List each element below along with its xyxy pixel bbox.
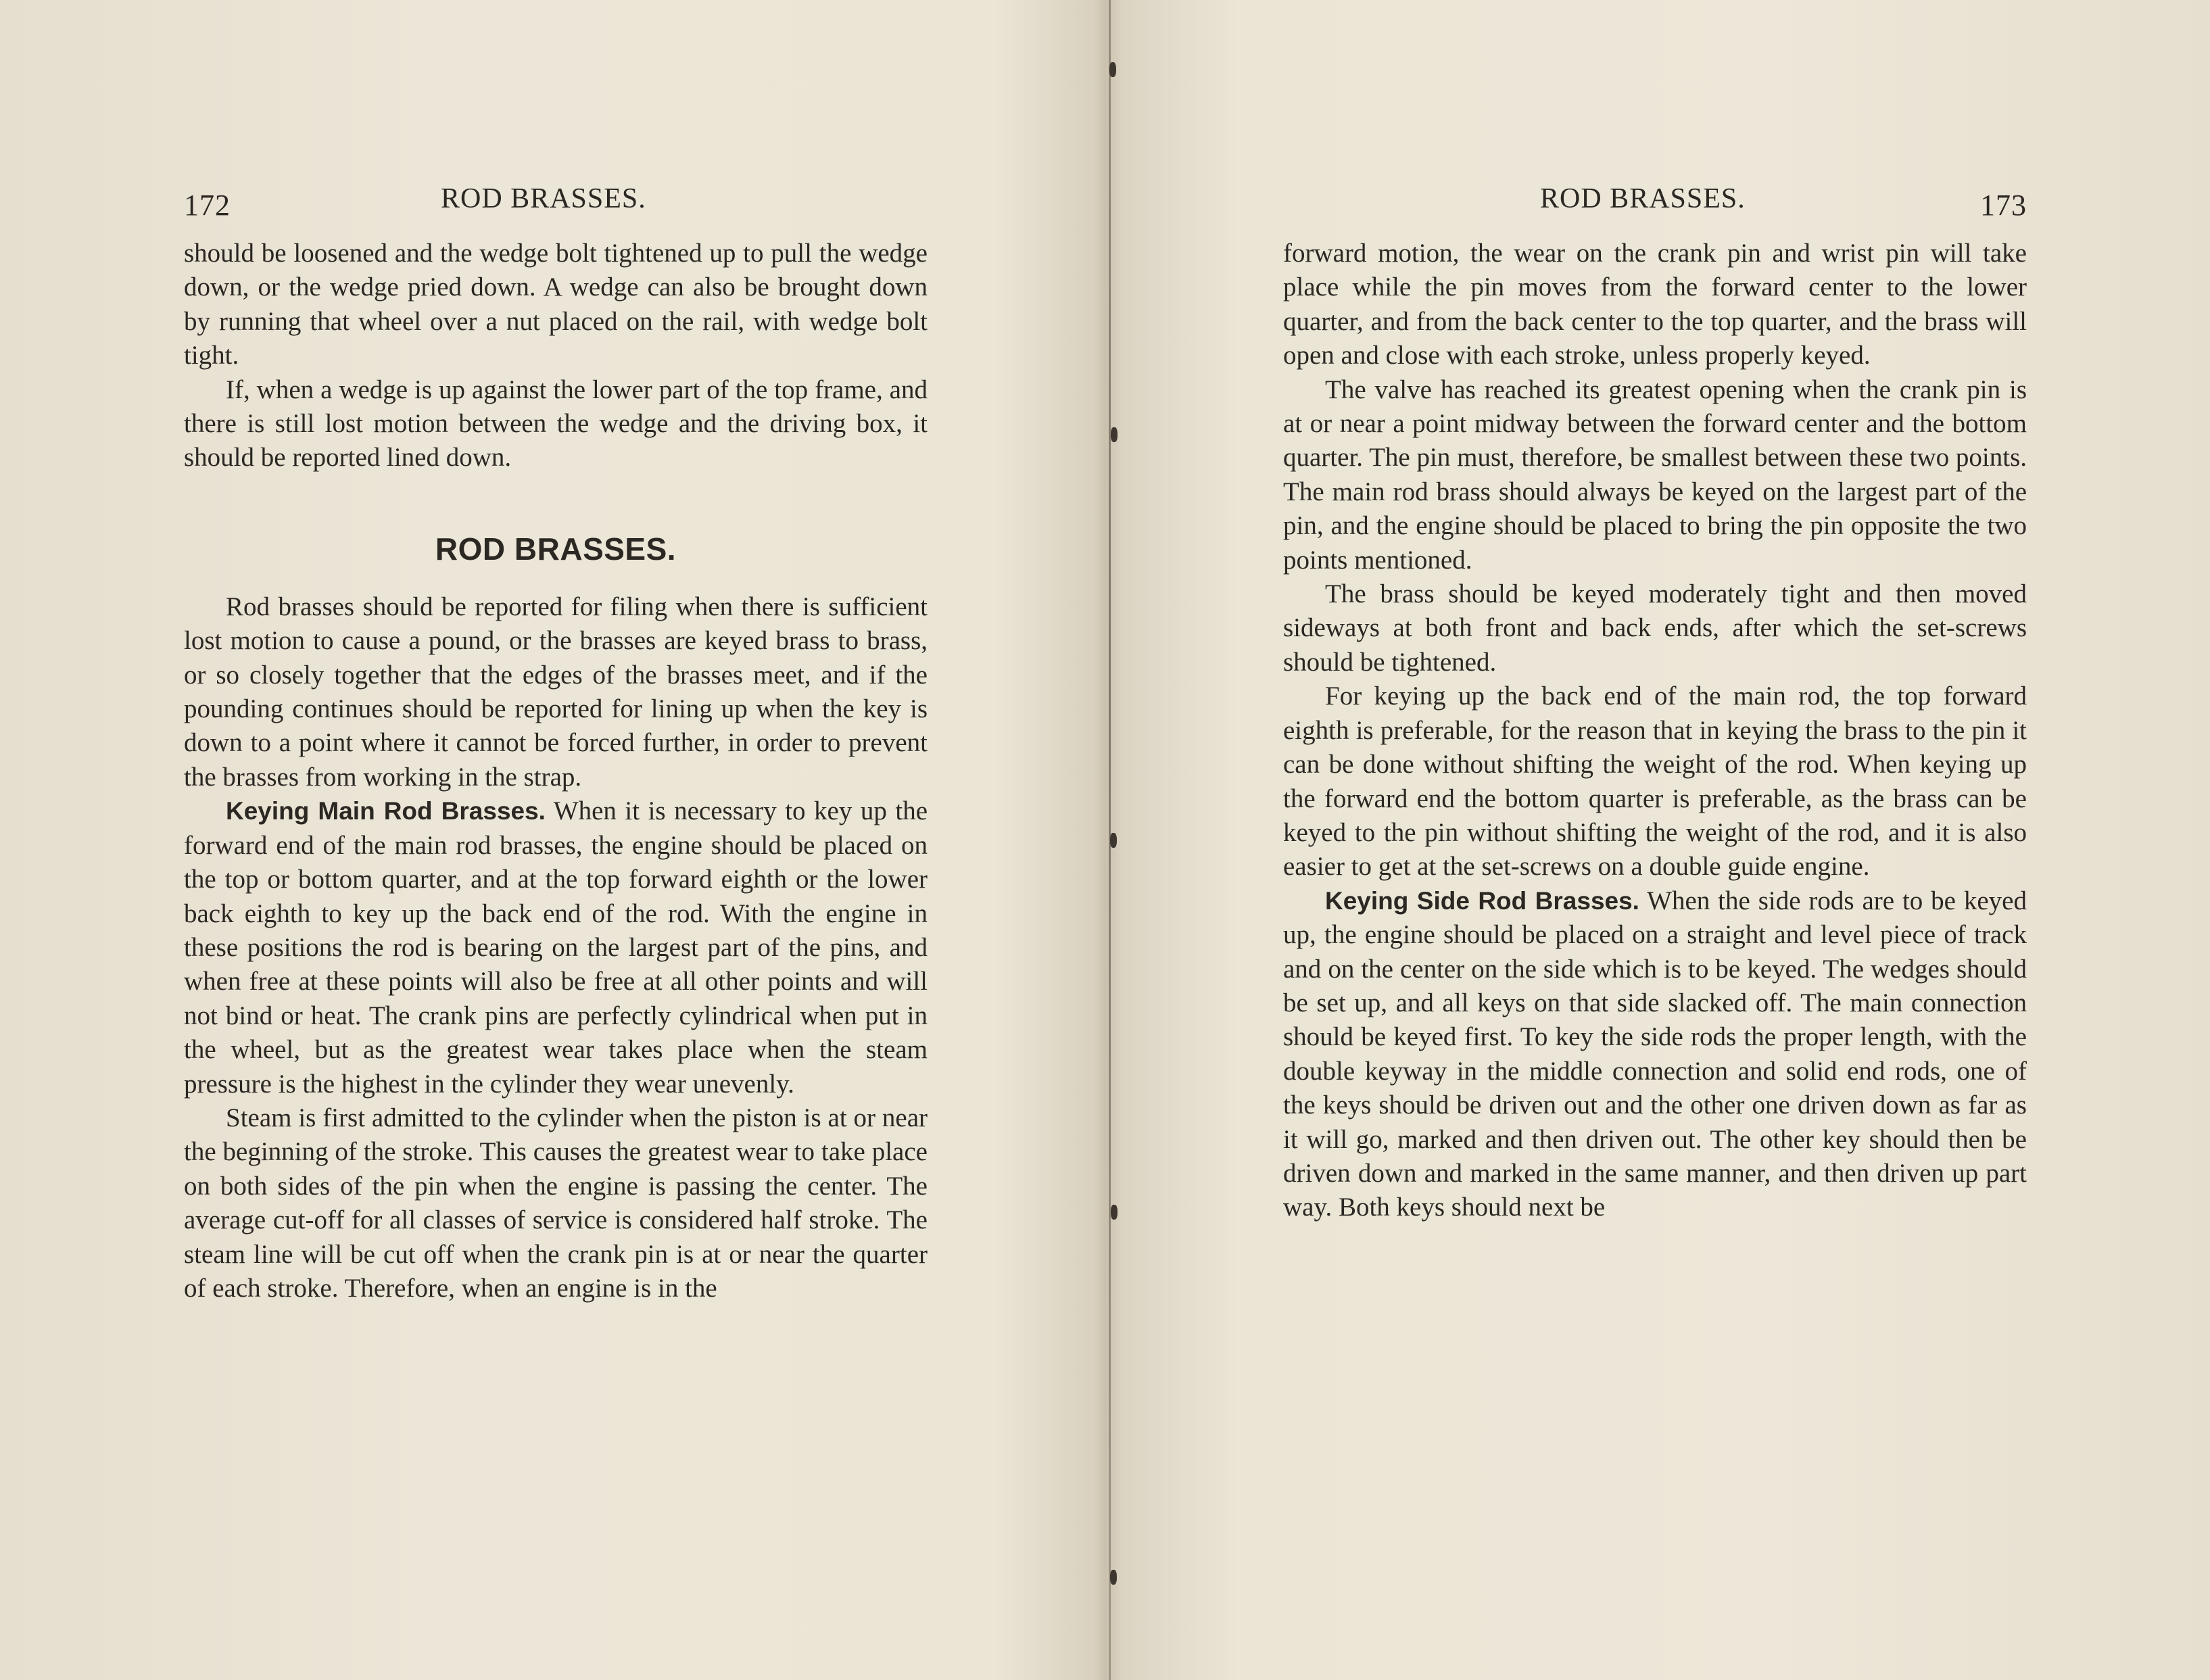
binding-stitch	[1111, 427, 1118, 442]
binding-stitch	[1109, 62, 1116, 77]
run-in-heading: Keying Main Rod Brasses.	[226, 797, 546, 825]
running-head-title: ROD BRASSES.	[441, 183, 646, 214]
section-heading: ROD BRASSES.	[435, 531, 677, 567]
binding-stitch	[1111, 1205, 1118, 1220]
page-number: 172	[184, 189, 231, 222]
paragraph	[184, 794, 928, 1101]
paragraph: The brass should be keyed moderately tight and then moved sideways at both front and back ends, after which the set-screws should be tightened.	[1283, 579, 2027, 677]
body-text	[184, 237, 928, 1305]
paragraph: forward motion, the wear on the crank pin and wrist pin will take place while the pin moves from the forward center to the lower quarter, and from the back center to the top quarter, and the brass will open and close with each stroke, unless properly keyed.	[1283, 239, 2027, 370]
body-text	[1283, 237, 2027, 1225]
paragraph: If, when a wedge is up against the lower part of the top frame, and there is still lost motion between the wedge and the driving box, it should be reported lined down.	[184, 375, 928, 473]
paragraph-text: When it is necessary to key up the forward end of the main rod brasses, the engine should be placed on the top or bottom quarter, and at the top forward eighth or the lower back eighth to key up the back end of the rod. With the engine in these positions the rod is bearing on the largest part of the pins, and when free at these points will also be free at all other points and will not bind or heat. The crank pins are perfectly cylindrical when put in the wheel, but as the greatest wear takes place when the steam pressure is the highest in the cylinder they wear unevenly.	[184, 796, 928, 1099]
binding-stitch	[1110, 833, 1117, 848]
right-page	[1283, 0, 2027, 1225]
paragraph: Steam is first admitted to the cylinder when the piston is at or near the beginning of the stroke. This causes the greatest wear to take place on both sides of the pin when the engine is passing the center. The average cut-off for all classes of service is considered half stroke. The steam line will be cut off when the crank pin is at or near the quarter of each stroke. Therefore, when an engine is in the	[184, 1103, 928, 1303]
paragraph: For keying up the back end of the main rod, the top forward eighth is preferable, for the reason that in keying the brass to the pin it can be done without shifting the weight of the rod. When keying up the forward end the bottom quarter is preferable, as the brass can be keyed to the pin without shifting the weight of the rod, and it is also easier to get at the set-screws on a double guide engine.	[1283, 681, 2027, 882]
paragraph-text: When the side rods are to be keyed up, the engine should be placed on a straight and level piece of track and on the center on the side which is to be keyed. The wedges should be set up, and all keys on that side slacked off. The main connection should be keyed first. To key the side rods the proper length, with the double keyway in the middle connection and solid end rods, one of the keys should be driven out and the other one driven down as far as it will go, marked and then driven out. The other key should then be driven down and marked in the same manner, and then driven up part way. Both keys should next be	[1283, 886, 2027, 1222]
paragraph: Rod brasses should be reported for filing when there is sufficient lost motion to cause a pound, or the brasses are keyed brass to brass, or so closely together that the edges of the brasses meet, and if the pounding continues should be reported for lining up when the key is down to a point where it cannot be forced further, in order to prevent the brasses from working in the strap.	[184, 592, 928, 792]
running-head	[1283, 183, 2027, 237]
run-in-heading: Keying Side Rod Brasses.	[1325, 886, 1639, 915]
left-page	[184, 0, 928, 1305]
running-head-title: ROD BRASSES.	[1540, 183, 1746, 214]
paragraph: The valve has reached its greatest opening when the crank pin is at or near a point midway between the forward center and the bottom quarter. The pin must, therefore, be smallest between these two points. The main rod brass should always be keyed on the largest part of the pin, and the engine should be placed to bring the pin opposite the two points mentioned.	[1283, 375, 2027, 575]
running-head	[184, 183, 928, 237]
paragraph: should be loosened and the wedge bolt tightened up to pull the wedge down, or the wedge pried down. A wedge can also be brought down by running that wheel over a nut placed on the rail, with wedge bolt tight.	[184, 239, 928, 370]
binding-stitch	[1110, 1570, 1117, 1585]
paragraph	[1283, 884, 2027, 1225]
page-number: 173	[1980, 189, 2027, 222]
